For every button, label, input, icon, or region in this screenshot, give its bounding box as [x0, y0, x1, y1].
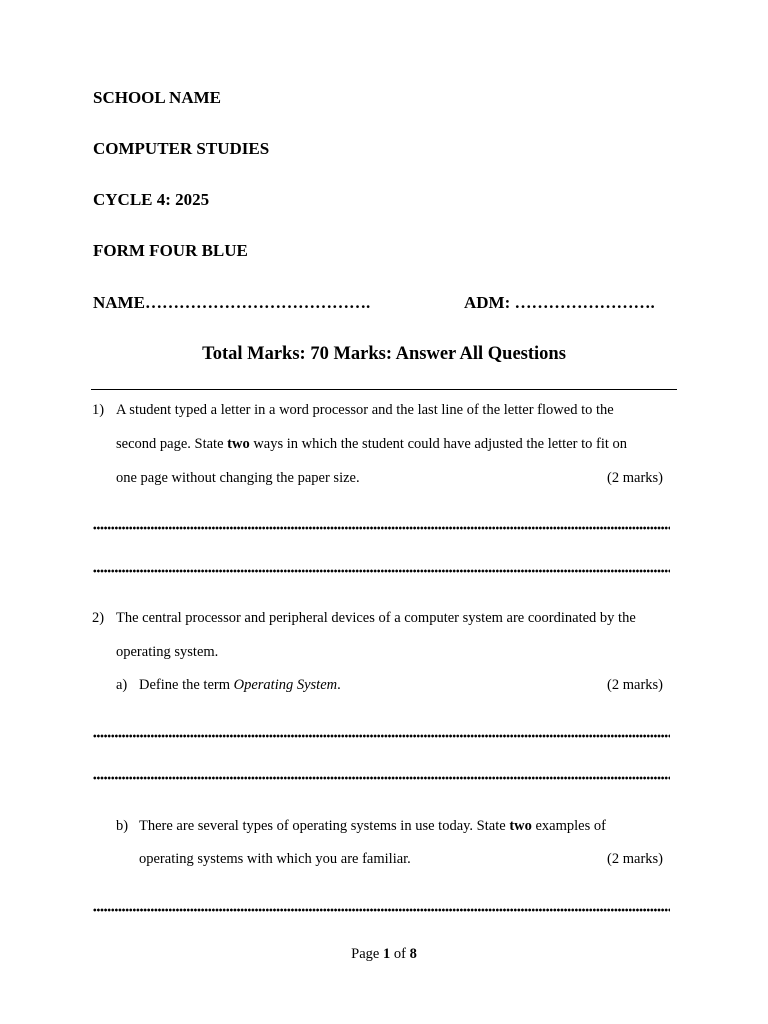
question-2-number: 2)	[92, 610, 105, 626]
question-2b-marks: (2 marks)	[607, 851, 663, 867]
answer-line	[93, 569, 670, 573]
question-2b-line-2: operating systems with which you are familiar.	[139, 851, 411, 867]
question-2b-label: b)	[116, 818, 129, 834]
subject-title: COMPUTER STUDIES	[93, 139, 270, 158]
answer-line	[93, 526, 670, 530]
page-number: Page 1 of 8	[351, 946, 417, 962]
question-2a-marks: (2 marks)	[607, 677, 663, 693]
question-2a-text: Define the term Operating System.	[139, 677, 341, 693]
question-2-line-1: The central processor and peripheral devices of a computer system are coordinated by the	[116, 610, 636, 626]
form-label: FORM FOUR BLUE	[93, 241, 248, 260]
student-name-field: NAME………………………………….	[93, 293, 371, 312]
admission-number-field: ADM: …………………….	[464, 293, 655, 312]
question-2-line-2: operating system.	[116, 644, 219, 660]
question-1-line-3: one page without changing the paper size.	[116, 470, 360, 486]
header-divider	[91, 389, 677, 390]
cycle-label: CYCLE 4: 2025	[93, 190, 210, 209]
page-title: Total Marks: 70 Marks: Answer All Questions	[202, 344, 566, 364]
answer-line	[93, 908, 670, 912]
answer-line	[93, 776, 670, 780]
question-1-line-2: second page. State two ways in which the student could have adjusted the letter to fit on	[116, 436, 628, 452]
school-name: SCHOOL NAME	[93, 88, 221, 107]
answer-line	[93, 734, 670, 738]
question-1-marks: (2 marks)	[607, 470, 663, 486]
question-1-line-1: A student typed a letter in a word processor and the last line of the letter flowed to the	[116, 402, 614, 418]
question-2b-line-1: There are several types of operating systems in use today. State two examples of	[139, 818, 606, 834]
question-1-number: 1)	[92, 402, 105, 418]
question-2a-label: a)	[116, 677, 128, 693]
